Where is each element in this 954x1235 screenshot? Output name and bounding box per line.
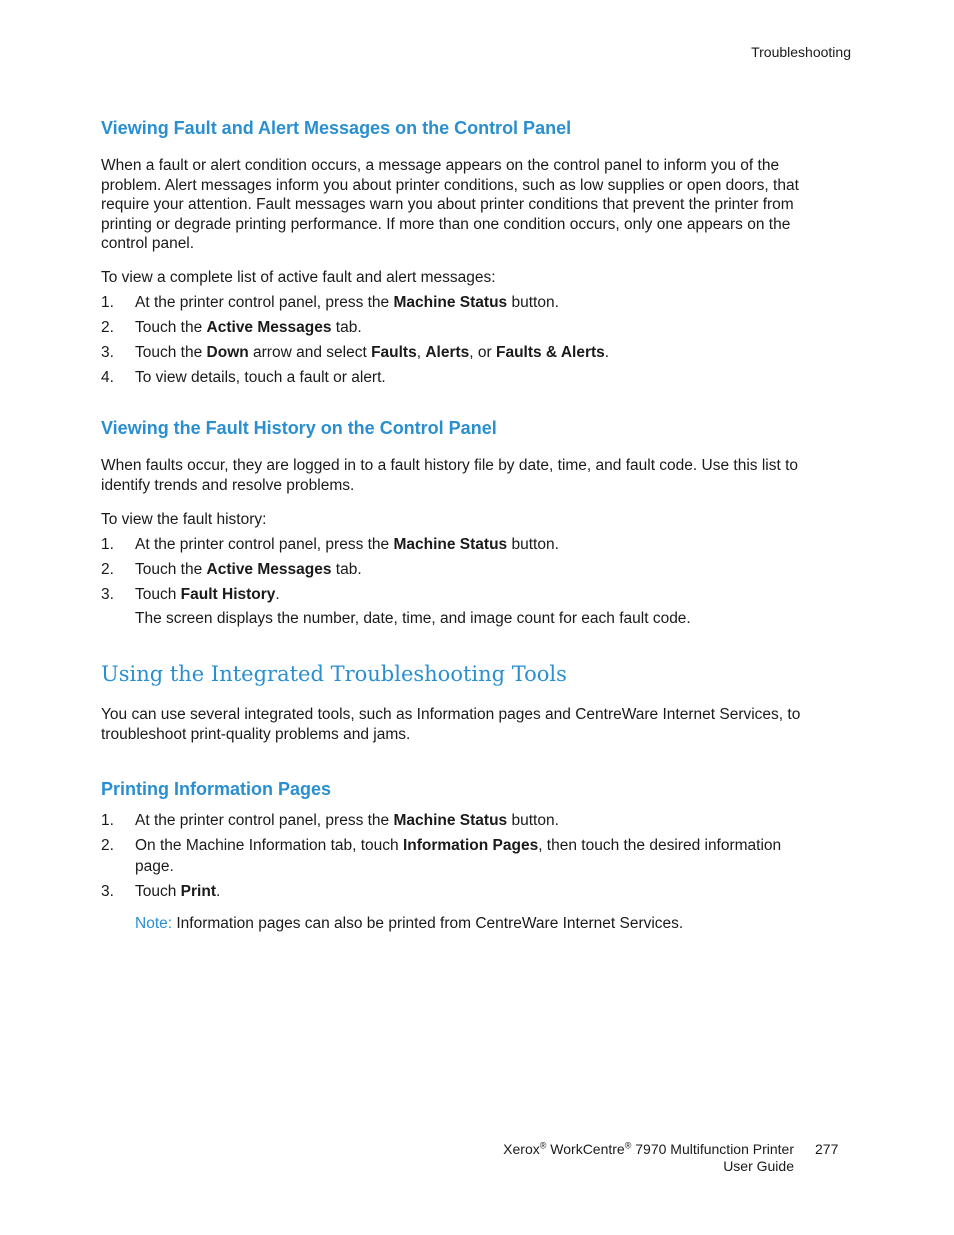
step-text: To view details, touch a fault or alert. [135,369,386,386]
step-text: Touch the Active Messages tab. [135,319,362,336]
step-number: 3. [101,344,114,361]
section-body [101,456,846,495]
step-text: Touch Print. [135,883,221,900]
text-line: problem. Alert messages inform you about printer conditions, such as low supplies or open doors, that [101,176,799,194]
list-intro: To view the fault history: [101,511,267,528]
step-text: At the printer control panel, press the Machine Status button. [135,294,559,311]
step-text: Touch Fault History. [135,586,280,603]
text-line: identify trends and resolve problems. [101,476,355,494]
step-number: 3. [101,883,114,900]
text-line: When a fault or alert condition occurs, a message appears on the control panel to inform you of the [101,157,780,174]
section-heading: Viewing Fault and Alert Messages on the Control Panel [101,118,572,138]
list-intro: To view a complete list of active fault and alert messages: [101,269,496,286]
step-number: 1. [101,536,114,553]
text-line: troubleshoot print-quality problems and jams. [101,725,411,743]
text-line: When faults occur, they are logged in to a fault history file by date, time, and fault code. Use this list to [101,457,799,474]
step-number: 3. [101,586,114,603]
step-number: 1. [101,294,114,311]
note [135,914,835,934]
section-heading: Viewing the Fault History on the Control Panel [101,418,497,438]
step-result: The screen displays the number, date, time, and image count for each fault code. [135,610,691,627]
note-label: Note: [135,915,173,932]
step-text: At the printer control panel, press the Machine Status button. [135,812,559,829]
text-line: You can use several integrated tools, such as Information pages and CentreWare Internet Services, to [101,706,801,723]
step-number: 2. [101,319,114,336]
step-text: At the printer control panel, press the Machine Status button. [135,536,559,553]
section-body [101,705,846,744]
chapter-heading: Using the Integrated Troubleshooting Tools [101,662,567,686]
step-number: 2. [101,561,114,578]
section-heading: Printing Information Pages [101,779,332,799]
step-number: 2. [101,837,114,854]
text-line: printing or degrade printing performance. If more than one condition occurs, only one appears on the [101,215,791,233]
running-header: Troubleshooting [751,44,851,60]
footer-guide: User Guide [723,1158,794,1174]
note-text: Information pages can also be printed from CentreWare Internet Services. [172,915,684,932]
section-body [101,156,846,254]
text-line: control panel. [101,235,195,252]
page-number: 277 [815,1141,839,1157]
step-text: Touch the Active Messages tab. [135,561,362,578]
text-line: require your attention. Fault messages warn you about printer conditions that prevent the printer from [101,196,794,213]
step-text: On the Machine Information tab, touch Information Pages, then touch the desired information page. [135,837,782,875]
step-text: Touch the Down arrow and select Faults, Alerts, or Faults & Alerts. [135,344,610,361]
footer-product: Xerox® WorkCentre® 7970 Multifunction Printer User Guide [503,1140,794,1174]
step-number: 4. [101,369,114,386]
step-number: 1. [101,812,114,829]
